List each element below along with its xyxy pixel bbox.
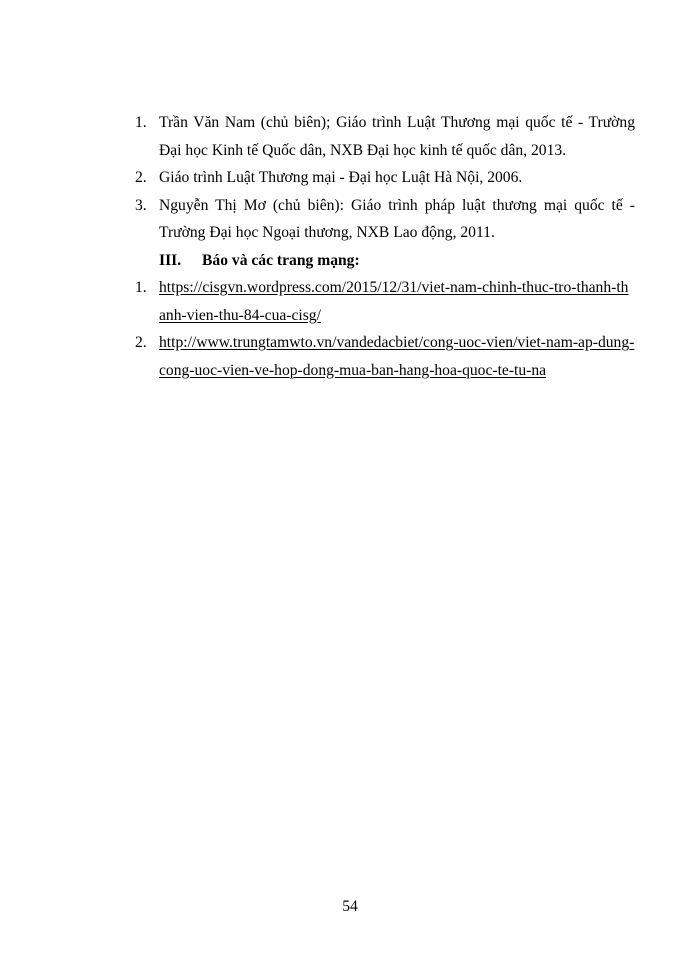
reference-text: Trần Văn Nam (chủ biên); Giáo trình Luật Thương mại quốc tế - Trường Đại học Kinh tế Quốc dân, NXB Đại học kinh tế quốc dân, 2013. bbox=[159, 114, 635, 159]
reference-number: 3. bbox=[135, 196, 147, 214]
reference-number: 1. bbox=[135, 114, 147, 131]
reference-number: 1. bbox=[135, 279, 147, 296]
reference-link[interactable]: https://cisgvn.wordpress.com/2015/12/31/viet-nam-chinh-thuc-tro-thanh-thanh-vien-thu-84-cua-cisg/ bbox=[159, 279, 629, 324]
reference-text: Giáo trình Luật Thương mại - Đại học Luật Hà Nội, 2006. bbox=[159, 169, 523, 186]
reference-number: 2. bbox=[135, 334, 147, 351]
references-list bbox=[135, 109, 635, 384]
web-reference-item-1 bbox=[135, 274, 635, 329]
section-numeral: III. bbox=[159, 251, 182, 269]
section-heading bbox=[135, 247, 635, 275]
page-number: 54 bbox=[342, 898, 358, 915]
reference-text: Nguyễn Thị Mơ (chủ biên): Giáo trình pháp luật thương mại quốc tế - Trường Đại học Ngoại thương, NXB Lao động, 2011. bbox=[159, 196, 635, 241]
reference-item-2 bbox=[135, 164, 635, 192]
reference-link[interactable]: http://www.trungtamwto.vn/vandedacbiet/cong-uoc-vien/viet-nam-ap-dung-cong-uoc-vien-ve-hop-dong-mua-ban-hang-hoa-quoc-te-tu-na bbox=[159, 334, 635, 379]
reference-item-3 bbox=[135, 192, 635, 247]
reference-number: 2. bbox=[135, 169, 147, 186]
web-reference-item-2 bbox=[135, 329, 635, 384]
reference-item-1 bbox=[135, 109, 635, 164]
section-title: Báo và các trang mạng: bbox=[202, 251, 360, 269]
